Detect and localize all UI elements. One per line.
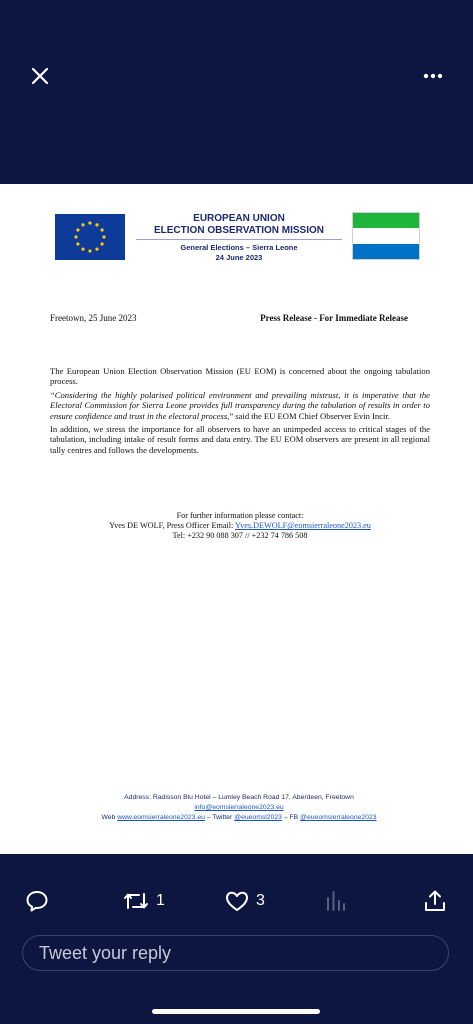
quote-text: “Considering the highly polarised political environment and prevailing mistrust, it is imperative that the Electoral Commission for Sierra Leone provides full transparency during the tabulation of results in order to ensure confidence and trust in the electoral process,: [50, 389, 430, 421]
press-release-image[interactable]: [0, 184, 473, 854]
like-icon: [224, 888, 250, 914]
footer-fb-link[interactable]: @eueomsierraleone2023: [300, 814, 377, 821]
contact-officer-line: [50, 521, 430, 531]
release-label: Press Release - For Immediate Release: [260, 313, 408, 323]
contact-block: [50, 511, 430, 542]
eu-flag-icon: [55, 214, 125, 260]
footer-email-link[interactable]: info@eomsierraleone2023.eu: [194, 804, 284, 811]
retweet-button[interactable]: [122, 888, 165, 914]
contact-intro: For further information please contact:: [176, 511, 304, 520]
retweet-count: 1: [156, 892, 165, 909]
reply-box[interactable]: [22, 935, 449, 971]
header-line-4: 24 June 2023: [215, 253, 263, 262]
document-footer: [40, 793, 438, 823]
reply-button[interactable]: [24, 888, 50, 914]
footer-twitter-link[interactable]: @eueomsl2023: [234, 814, 282, 821]
dateline: Freetown, 25 June 2023: [50, 313, 137, 323]
paragraph-2: [50, 390, 430, 421]
share-button[interactable]: [422, 888, 448, 914]
header-line-1: EUROPEAN UNION: [193, 213, 285, 224]
analytics-button[interactable]: [324, 888, 348, 914]
like-button[interactable]: [224, 888, 265, 914]
media-viewer-topbar: [0, 0, 473, 184]
more-icon: [416, 64, 452, 88]
footer-web-label: Web: [101, 814, 118, 821]
header-divider: [136, 239, 342, 240]
contact-email-link[interactable]: Yves.DEWOLF@eomsierraleone2023.eu: [235, 521, 371, 531]
footer-fb-label: – FB: [281, 814, 301, 821]
like-count: 3: [256, 892, 265, 909]
more-options-button[interactable]: [416, 64, 452, 88]
paragraph-3: In addition, we stress the importance for all observers to have an unimpeded access to critical stages of the tabulation, including intake of result forms and data entry. The EU EOM observers are present in all regional tally centres and follows the developments.: [50, 424, 430, 455]
close-icon: [24, 60, 56, 92]
contact-officer: Yves DE WOLF, Press Officer Email:: [109, 521, 236, 531]
tweet-action-bar: [0, 880, 473, 926]
reply-icon: [24, 888, 50, 914]
sierra-leone-flag-icon: [352, 212, 420, 260]
mission-header: [130, 213, 348, 263]
paragraph-1: The European Union Election Observation Mission (EU EOM) is concerned about the ongoing tabulation process.: [50, 366, 430, 387]
share-icon: [422, 888, 448, 914]
retweet-icon: [122, 888, 150, 914]
footer-address: Address: Radisson Blu Hotel – Lumley Beach Road 17, Aberdeen, Freetown: [124, 794, 354, 801]
footer-twitter-label: – Twitter: [204, 814, 235, 821]
contact-tel: Tel: +232 90 088 307 // +232 74 786 508: [172, 531, 308, 541]
header-line-3: General Elections – Sierra Leone: [180, 243, 298, 252]
reply-input[interactable]: [37, 942, 421, 965]
home-indicator[interactable]: [152, 1009, 320, 1014]
footer-web-link[interactable]: www.eomsierraleone2023.eu: [117, 814, 205, 821]
header-line-2: ELECTION OBSERVATION MISSION: [153, 225, 324, 236]
release-body: [50, 366, 430, 458]
close-button[interactable]: [24, 60, 56, 92]
footer-links-line: [40, 813, 438, 823]
analytics-icon: [324, 888, 348, 914]
quote-attribution: ” said the EU EOM Chief Observer Evin Incir.: [229, 410, 390, 421]
